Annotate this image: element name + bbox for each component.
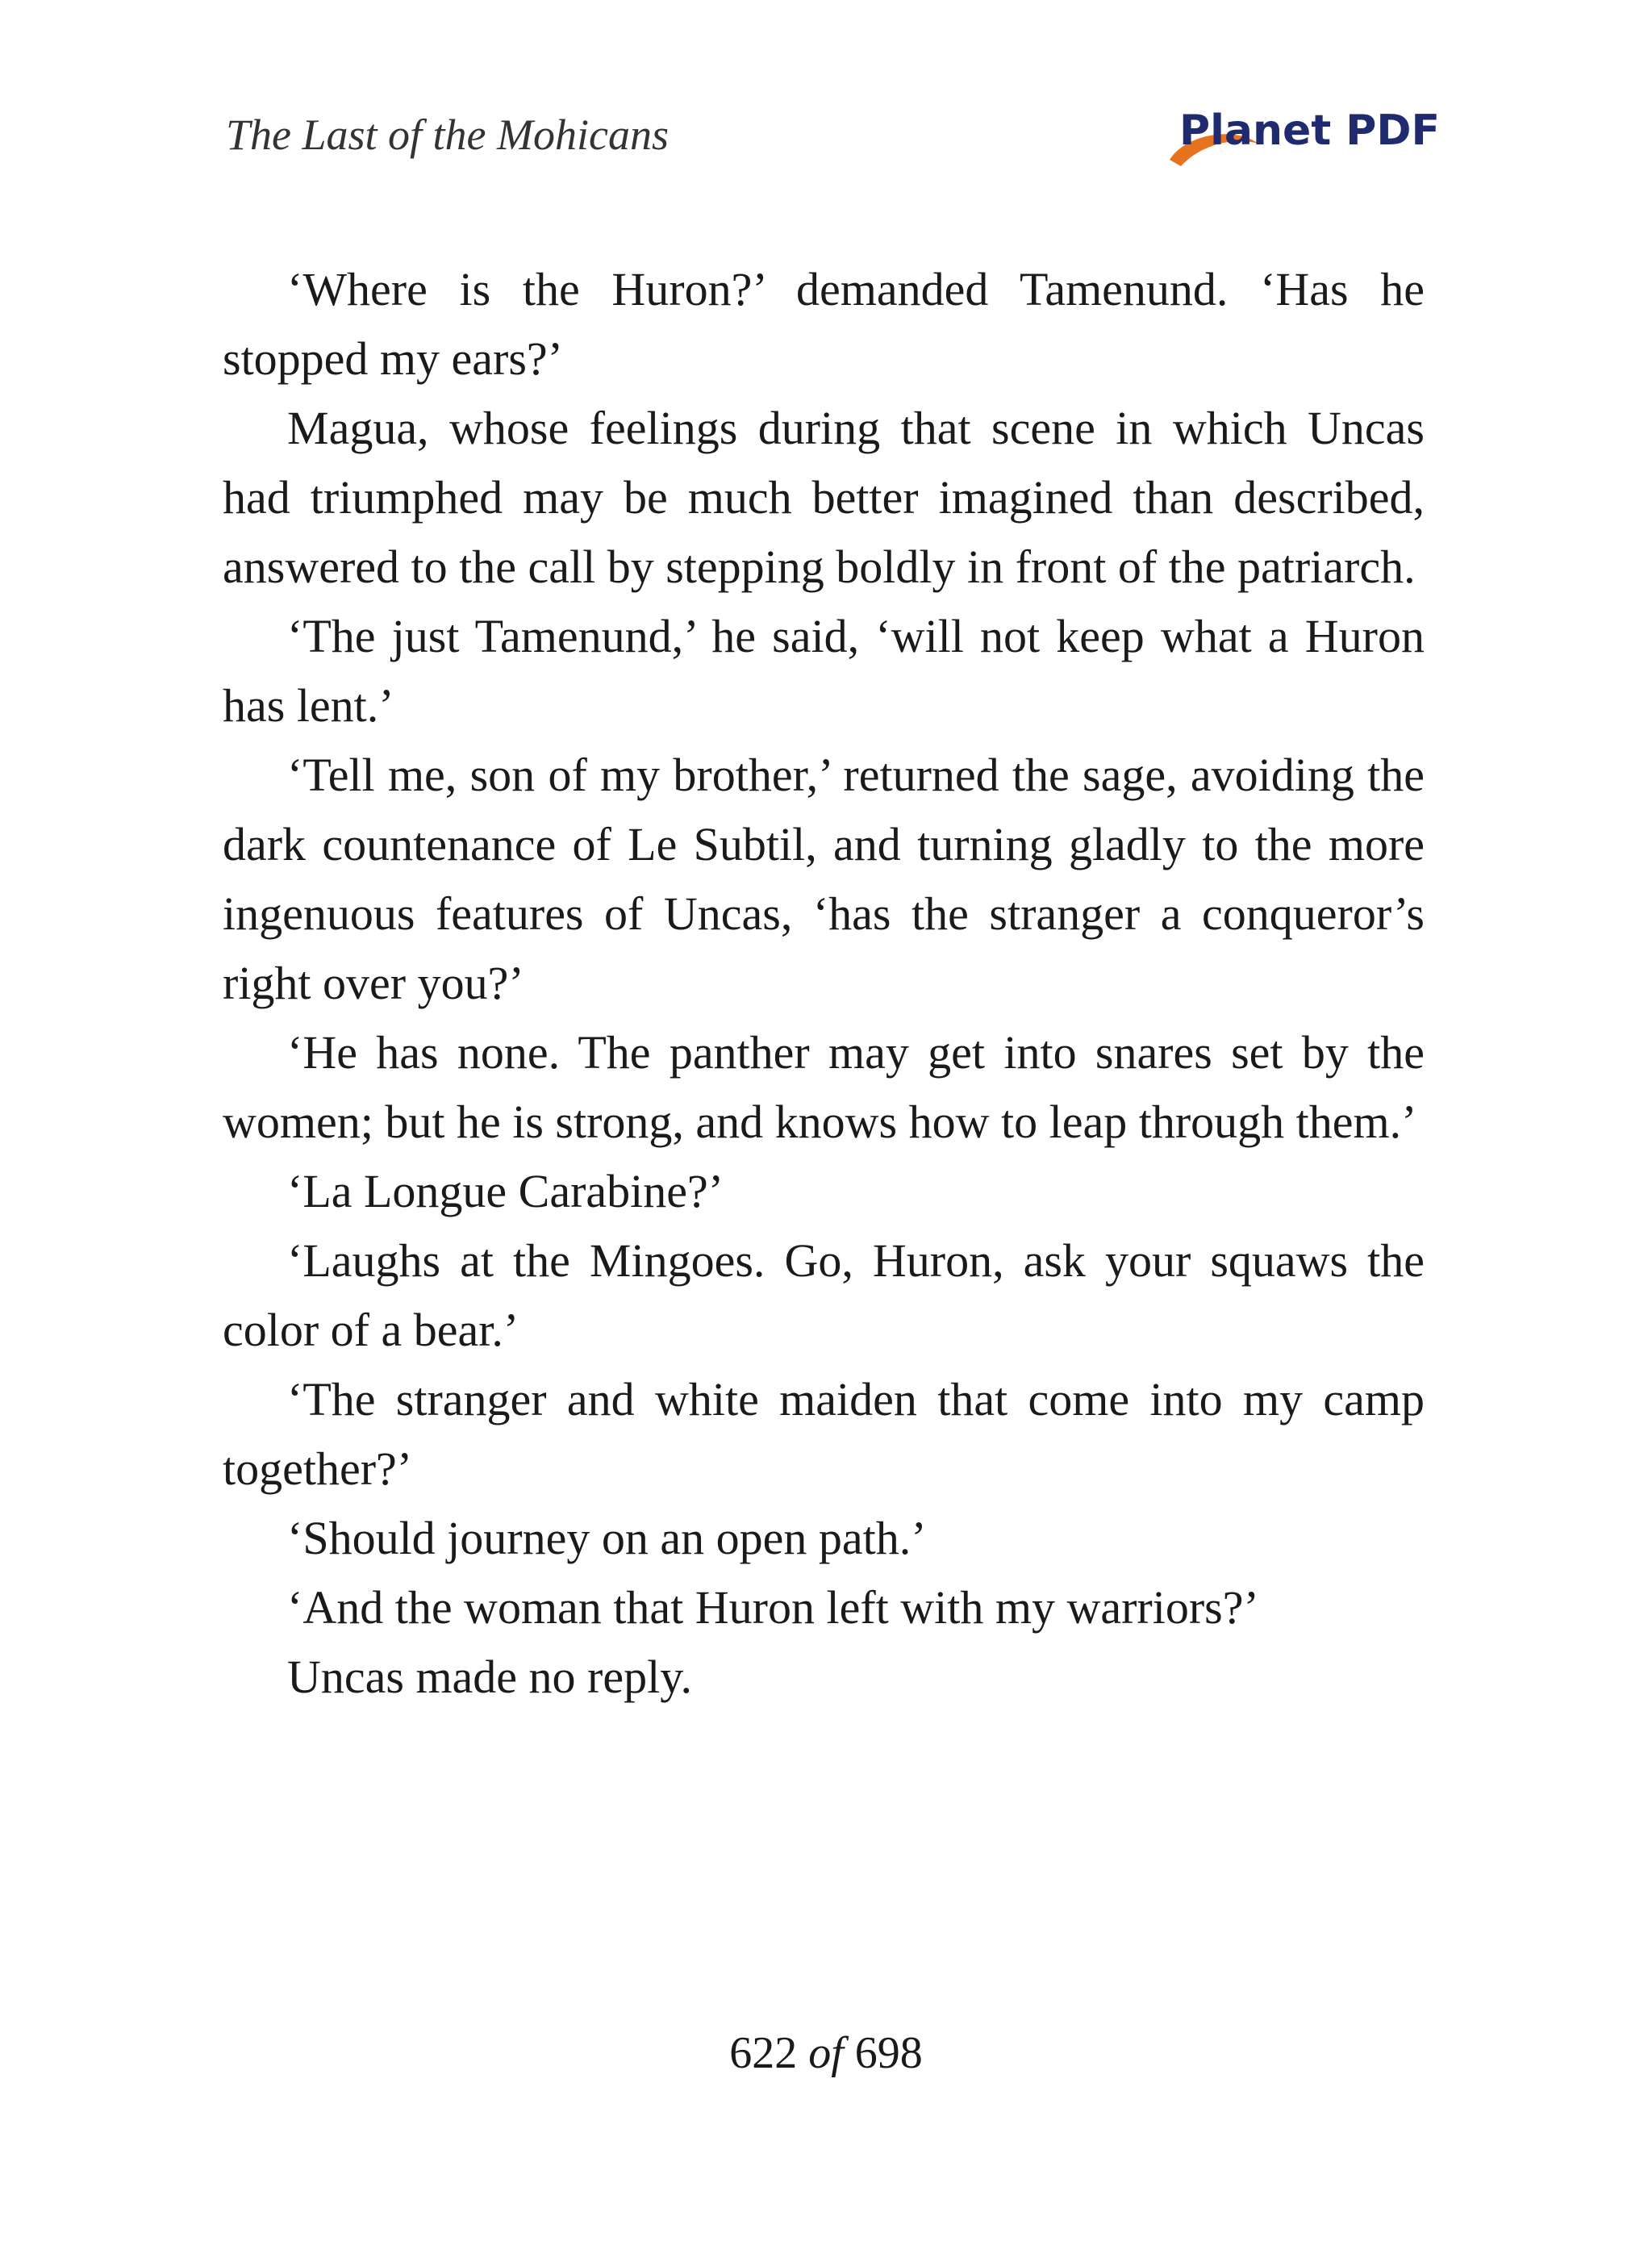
paragraph: ‘Should journey on an open path.’ <box>287 1512 927 1564</box>
paragraph: ‘La Longue Carabine?’ <box>287 1165 724 1217</box>
paragraph: ‘Tell me, son of my brother,’ returned the sage, avoiding the dark countenance of Le Subtil, and turning gladly to the more ingenuous features of Uncas, ‘has the stranger a conqueror’s right over you?’ <box>223 749 1425 1009</box>
total-page-count: 698 <box>854 2028 923 2078</box>
paragraph: ‘Laughs at the Mingoes. Go, Huron, ask your squaws the color of a bear.’ <box>223 1234 1425 1356</box>
paragraph: ‘The stranger and white maiden that come into my camp together?’ <box>223 1373 1425 1495</box>
paragraph: Magua, whose feelings during that scene in which Uncas had triumphed may be much better imagined than described, answered to the call by stepping boldly in front of the patriarch. <box>223 402 1425 593</box>
logo-text: Planet PDF <box>1179 106 1441 155</box>
paragraph: ‘And the woman that Huron left with my warriors?’ <box>287 1581 1259 1634</box>
paragraph: ‘He has none. The panther may get into snares set by the women; but he is strong, and knows how to leap through them.’ <box>223 1026 1425 1148</box>
page-number-of: of <box>808 2028 844 2078</box>
paragraph: Uncas made no reply. <box>287 1651 692 1703</box>
page-number <box>0 2025 1652 2081</box>
running-head-title: The Last of the Mohicans <box>226 111 669 159</box>
paragraph: ‘The just Tamenund,’ he said, ‘will not keep what a Huron has lent.’ <box>223 610 1425 732</box>
paragraph: ‘Where is the Huron?’ demanded Tamenund. ‘Has he stopped my ears?’ <box>223 263 1425 385</box>
planet-pdf-logo <box>1162 102 1441 174</box>
current-page-number: 622 <box>729 2028 798 2078</box>
body-text <box>223 255 1425 1712</box>
